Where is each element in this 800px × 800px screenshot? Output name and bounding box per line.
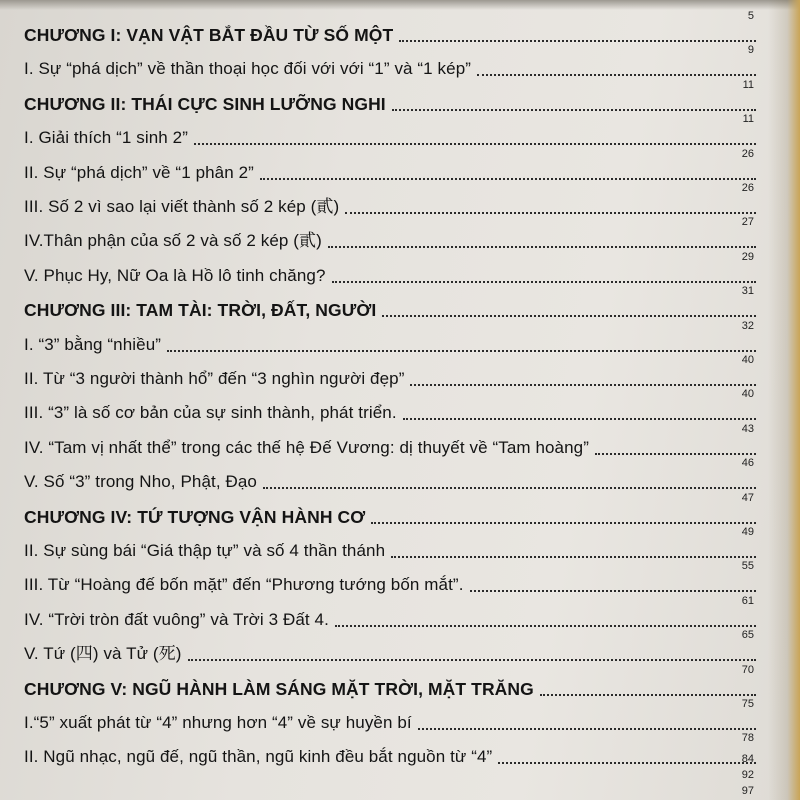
toc-entry-title: V. Số “3” trong Nho, Phật, Đạo <box>24 472 257 492</box>
toc-entry-title: IV. “Trời tròn đất vuông” và Trời 3 Đất 4. <box>24 609 329 629</box>
toc-section-entry <box>24 250 760 287</box>
toc-section-entry <box>24 182 760 218</box>
toc-section-entry <box>24 732 760 768</box>
toc-entry-title: I. “3” bằng “nhiều” <box>24 334 162 354</box>
toc-page-number: 61 <box>741 594 754 607</box>
toc-section-entry <box>24 698 760 734</box>
toc-section-entry <box>24 526 760 562</box>
toc-entry-title: II. Ngũ nhạc, ngũ đế, ngũ thần, ngũ kinh đều bắt nguồn từ “4” <box>24 747 493 767</box>
toc-entry-title: II. Sự sùng bái “Giá thập tự” và số 4 thần thánh <box>24 541 386 560</box>
toc-page-number: 78 <box>741 732 754 745</box>
toc-entry-title: I. Giải thích “1 sinh 2” <box>24 128 188 148</box>
dot-leader <box>167 348 756 352</box>
toc-section-entry <box>24 319 760 356</box>
dot-leader <box>498 760 756 764</box>
toc-chapter-entry <box>24 78 760 115</box>
toc-entry-title: II. Sự “phá dịch” về “1 phân 2” <box>24 162 254 182</box>
toc-chapter-entry <box>24 663 760 700</box>
toc-page-number: 70 <box>741 663 754 676</box>
toc-section-entry <box>24 560 760 596</box>
toc-entry-title: CHƯƠNG IV: TỨ TƯỢNG VẬN HÀNH CƠ <box>24 506 366 527</box>
toc-entry-title: III. Từ “Hoàng đế bốn mặt” đến “Phương tướng bốn mắt”. <box>24 575 464 595</box>
toc-entry-title: III. Số 2 vì sao lại viết thành số 2 kép (貳) <box>24 197 340 216</box>
toc-entry-title: I. Sự “phá dịch” về thần thoại học đối với với “1” và “1 kép” <box>24 59 472 79</box>
toc-section-entry <box>24 113 760 149</box>
toc-section-entry <box>24 147 760 184</box>
dot-leader <box>328 244 756 248</box>
toc-section-entry <box>24 594 760 631</box>
dot-leader <box>410 382 756 386</box>
page-edge <box>768 0 800 800</box>
toc-page-number: 32 <box>741 319 754 332</box>
dot-leader <box>345 210 756 214</box>
toc-section-entry <box>24 629 760 665</box>
toc-entry-title: V. Tứ (四) và Tử (死) <box>24 644 182 664</box>
toc-page-number: 65 <box>741 629 754 642</box>
toc-chapter-entry <box>24 10 760 46</box>
toc-page-number: 5 <box>747 10 754 22</box>
dot-leader <box>399 38 756 42</box>
toc-page-number: 31 <box>741 285 754 298</box>
toc-page-number: 92 <box>741 768 754 781</box>
dot-leader <box>260 176 756 180</box>
toc-page-number: 43 <box>741 422 754 435</box>
toc-section-entry <box>24 457 760 493</box>
toc-page-number: 11 <box>742 113 754 126</box>
toc-page-number: 47 <box>741 491 754 504</box>
toc-page-number: 40 <box>741 354 754 366</box>
toc-page-number: 9 <box>747 44 754 57</box>
dot-leader <box>477 72 756 76</box>
toc-page-number: 46 <box>741 457 754 470</box>
toc-entry-title: CHƯƠNG I: VẠN VẬT BẮT ĐẦU TỪ SỐ MỘT <box>24 25 394 45</box>
toc-section-entry <box>24 216 760 252</box>
dot-leader <box>392 107 756 111</box>
toc-page-number: 97 <box>741 784 754 797</box>
toc-page-number: 55 <box>741 560 754 573</box>
dot-leader <box>332 279 756 283</box>
dot-leader <box>470 588 756 592</box>
dot-leader <box>335 623 756 627</box>
toc-entry-title: I.“5” xuất phát từ “4” nhưng hơn “4” về sự huyền bí <box>24 713 412 732</box>
dot-leader <box>263 485 756 489</box>
toc-section-entry <box>24 388 760 424</box>
toc-entry-title: CHƯƠNG II: THÁI CỰC SINH LƯỠNG NGHI <box>24 93 386 114</box>
toc-page-number: 26 <box>741 182 754 194</box>
page-top-shadow <box>0 0 800 10</box>
toc-page-number: 84 <box>741 752 754 765</box>
dot-leader <box>371 520 756 524</box>
toc-page-number: 29 <box>741 250 754 263</box>
toc-chapter-entry <box>24 491 760 528</box>
toc-section-entry <box>24 354 760 390</box>
toc-page-number: 75 <box>741 698 754 710</box>
toc-chapter-entry <box>24 285 760 321</box>
dot-leader <box>194 141 756 145</box>
dot-leader <box>403 416 756 420</box>
toc-page-number: 27 <box>741 216 754 229</box>
dot-leader <box>418 726 756 730</box>
toc-page-number: 49 <box>741 526 754 538</box>
dot-leader <box>188 657 756 661</box>
toc-page-number: 26 <box>741 147 754 160</box>
toc-entry-title: IV.Thân phận của số 2 và số 2 kép (貳) <box>24 231 322 251</box>
toc-page-number: 40 <box>741 388 754 401</box>
toc-entry-title: CHƯƠNG V: NGŨ HÀNH LÀM SÁNG MẶT TRỜI, MẶT TRĂNG <box>24 678 534 699</box>
toc-entry-title: V. Phục Hy, Nữ Oa là Hồ lô tinh chăng? <box>24 265 326 285</box>
toc-page-number: 11 <box>742 78 754 91</box>
dot-leader <box>391 554 756 558</box>
toc-section-entry <box>24 44 760 80</box>
toc-entry-title: CHƯƠNG III: TAM TÀI: TRỜI, ĐẤT, NGƯỜI <box>24 300 377 321</box>
toc-entry-title: II. Từ “3 người thành hổ” đến “3 nghìn người đẹp” <box>24 369 405 388</box>
dot-leader <box>595 451 756 455</box>
toc-entry-title: IV. “Tam vị nhất thể” trong các thế hệ Đế Vương: dị thuyết về “Tam hoàng” <box>24 437 589 457</box>
toc-section-entry <box>24 422 760 459</box>
dot-leader <box>540 692 756 696</box>
dot-leader <box>382 313 756 317</box>
toc-entry-title: III. “3” là số cơ bản của sự sinh thành, phát triển. <box>24 403 397 423</box>
